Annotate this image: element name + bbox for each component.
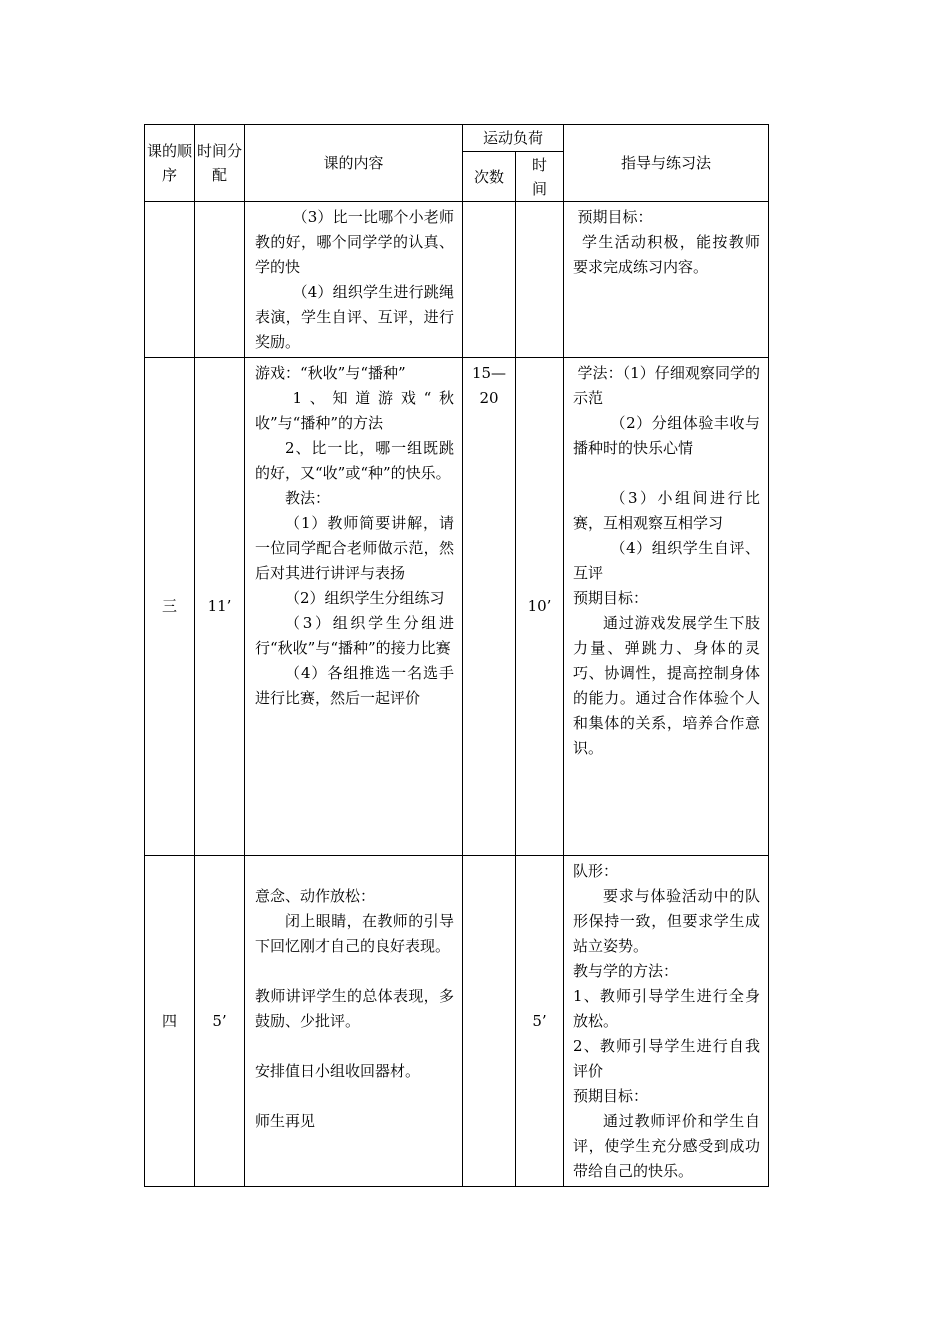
header-load-time: 时间 (516, 152, 564, 202)
header-order: 课的顺序 (145, 125, 195, 202)
row1-content (245, 202, 463, 358)
lesson-row-4 (145, 856, 769, 1187)
row2-guide-line: （4）组织学生自评、互评 (573, 539, 761, 582)
row2-content-line: （3）组织学生分组进行“秋收”与“播种”的接力比赛 (255, 614, 454, 657)
row3-content-line: 教师讲评学生的总体表现，多鼓励、少批评。 (255, 987, 454, 1030)
header-content: 课的内容 (245, 125, 463, 202)
row3-guide-line: 要求与体验活动中的队形保持一致，但要求学生成站立姿势。 (573, 887, 761, 955)
row3-guide-line: 队形： (573, 862, 619, 880)
row2-guide-line: 通过游戏发展学生下肢力量、弹跳力、身体的灵巧、协调性，提高控制身体的能力。通过合作体验个人和集体的关系，培养合作意识。 (573, 614, 761, 757)
row3-content-line: 闭上眼睛，在教师的引导下回忆刚才自己的良好表现。 (255, 912, 454, 955)
row2-guide-line: （3）小组间进行比赛，互相观察互相学习 (573, 489, 761, 532)
header-row (145, 125, 769, 152)
row2-content-line: （1）教师简要讲解，请一位同学配合老师做示范，然后对其进行讲评与表扬 (255, 514, 454, 582)
row2-content-line: （2）组织学生分组练习 (285, 589, 445, 607)
row1-order (145, 202, 195, 358)
row1-guide-line: 学生活动积极，能按教师要求完成练习内容。 (573, 233, 761, 276)
row1-guide (564, 202, 769, 358)
lesson-plan-table (144, 124, 769, 1187)
row3-count (463, 856, 516, 1187)
row2-count: 15—20 (463, 358, 516, 856)
row3-guide-line: 通过教师评价和学生自评，使学生充分感受到成功带给自己的快乐。 (573, 1112, 761, 1180)
header-time: 时间分配 (195, 125, 245, 202)
row2-load-time: 10’ (516, 358, 564, 856)
lesson-row-3 (145, 358, 769, 856)
row3-guide (564, 856, 769, 1187)
row2-order: 三 (145, 358, 195, 856)
row3-guide-line: 预期目标： (573, 1087, 649, 1105)
lesson-row-continuation (145, 202, 769, 358)
row3-guide-line: 2、教师引导学生进行自我评价 (573, 1037, 761, 1080)
row3-order: 四 (145, 856, 195, 1187)
row2-content-line: （4）各组推选一名选手进行比赛，然后一起评价 (255, 664, 454, 707)
row1-time (195, 202, 245, 358)
row3-content-line: 安排值日小组收回器材。 (255, 1062, 421, 1080)
row2-content-line: 教法： (285, 489, 331, 507)
row1-guide-line: 预期目标： (577, 208, 653, 226)
row2-content (245, 358, 463, 856)
row2-content-line: 1、知道游戏“秋收”与“播种”的方法 (255, 389, 454, 432)
row2-time: 11’ (195, 358, 245, 856)
row3-content (245, 856, 463, 1187)
row1-count (463, 202, 516, 358)
row3-content-line: 意念、动作放松： (255, 887, 376, 905)
header-guide: 指导与练习法 (564, 125, 769, 202)
row2-guide-line: （2）分组体验丰收与播种时的快乐心情 (573, 414, 761, 457)
row3-guide-line: 教与学的方法： (573, 962, 679, 980)
row3-content-line: 师生再见 (255, 1112, 316, 1130)
header-load: 运动负荷 (463, 125, 564, 152)
row1-load-time (516, 202, 564, 358)
row2-guide-line: 预期目标： (573, 589, 649, 607)
row3-time: 5’ (195, 856, 245, 1187)
row2-content-line: 游戏：“秋收”与“播种” (255, 364, 406, 382)
row1-content-line: （3）比一比哪个小老师教的好，哪个同学学的认真、学的快 (255, 208, 454, 276)
row3-guide-line: 1、教师引导学生进行全身放松。 (573, 987, 761, 1030)
row1-content-line: （4）组织学生进行跳绳表演，学生自评、互评，进行奖励。 (255, 283, 454, 351)
row2-guide (564, 358, 769, 856)
row3-load-time: 5’ (516, 856, 564, 1187)
row2-guide-line: 学法：（1）仔细观察同学的示范 (573, 364, 761, 407)
header-count: 次数 (463, 152, 516, 202)
row2-content-line: 2、比一比，哪一组既跳的好，又“收”或“种”的快乐。 (255, 439, 454, 482)
